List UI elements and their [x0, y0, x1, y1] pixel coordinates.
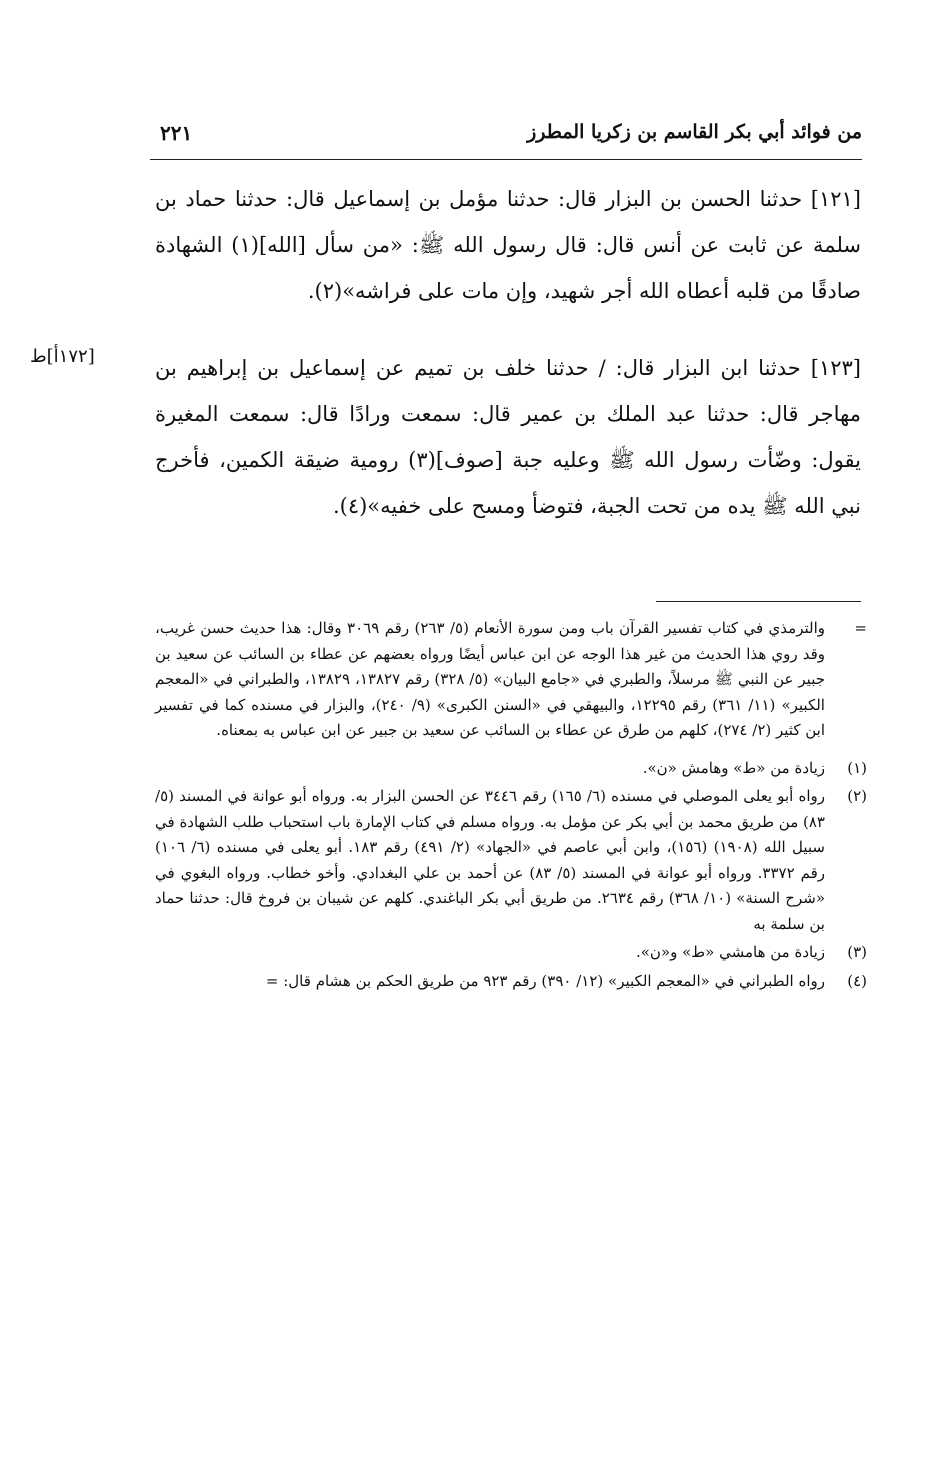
hadith-123: [١٢٣] حدثنا ابن البزار قال: / حدثنا خلف بن تميم عن إسماعيل بن إبراهيم بن مهاجر قال: حدثنا عبد الملك بن عمير قال: سمعت ورادًا قال: سمعت المغيرة يقول: وضّأت رسول الله ﷺ وعليه جبة [صوف](٣) رومية ضيقة الكمين، فأخرج نبي الله ﷺ يده من تحت الجبة، فتوضأ ومسح على خفيه»(٤). — [155, 356, 862, 518]
footnote-number: (٢) — [847, 787, 867, 805]
footnote-text: رواه أبو يعلى الموصلي في مسنده (٦/ ١٦٥) رقم ٣٤٤٦ عن الحسن البزار به. ورواه أبو عوانة في المسند (٥/ ٨٣) من طريق محمد بن أبي بكر عن مؤمل به. ورواه مسلم في كتاب الإمارة باب استحباب طلب الشهادة في سبيل الله (١٩٠٨) (١٥٦)، وابن أبي عاصم في «الجهاد» (٢/ ٤٩١) رقم ١٨٣. أبو يعلى في مسنده (٦/ ١٠٦) رقم ٣٣٧٢. ورواه أبو عوانة في المسند (٥/ ٨٣) عن أحمد بن علي البغدادي. وأخو خطاب. ورواه البغوي في «شرح السنة» (١٠/ ٣٦٨) رقم ٢٦٣٤. من طريق أبي بكر الباغندي. كلهم عن شيبان بن فروخ قال: حدثنا حماد بن سلمة به — [155, 787, 826, 933]
page-number: ٢٢١ — [160, 121, 193, 145]
footnote-1 — [155, 756, 867, 782]
footnote-continuation — [155, 616, 867, 744]
margin-folio-reference: [١٧٢أ]ط — [30, 346, 95, 367]
footnote-text: رواه الطبراني في «المعجم الكبير» (١٢/ ٣٩٠) رقم ٩٢٣ من طريق الحكم بن هشام قال: = — [265, 971, 825, 990]
footnote-4 — [155, 969, 867, 995]
footnote-continued-text: والترمذي في كتاب تفسير القرآن باب ومن سورة الأنعام (٥/ ٢٦٣) رقم ٣٠٦٩ وقال: هذا حديث حسن غريب، وقد روي هذا الحديث من غير هذا الوجه عن ابن عباس أيضًا ورواه بعضهم عن عطاء بن السائب عن سعيد بن جبير عن النبي ﷺ مرسلاً، والطبري في «جامع البيان» (٥/ ٣٢٨) رقم ١٣٨٢٧، ١٣٨٢٩، والطبراني في «المعجم الكبير» (١١/ ٣٦١) رقم ١٢٢٩٥، والبيهقي في «السنن الكبرى» (٩/ ٢٤٠)، والبزار في مسنده كما في تفسير ابن كثير (٢/ ٢٧٤)، كلهم من طرق عن عطاء بن السائب عن سعيد بن جبير عن ابن عباس به بمعناه. — [155, 619, 825, 739]
footnote-text: زيادة من «ط» وهامش «ن». — [642, 758, 825, 777]
footnotes — [155, 616, 867, 994]
running-header — [150, 117, 862, 160]
footnote-text: زيادة من هامشي «ط» و«ن». — [635, 943, 825, 961]
continuation-marker: = — [854, 619, 867, 637]
hadith-121: [١٢١] حدثنا الحسن بن البزار قال: حدثنا مؤمل بن إسماعيل قال: حدثنا حماد بن سلمة عن ثابت عن أنس قال: قال رسول الله ﷺ: «من سأل [الله](١) الشهادة صادقًا من قلبه أعطاه الله أجر شهيد، وإن مات على فراشه»(٢). — [155, 187, 861, 303]
header-title: من فوائد أبي بكر القاسم بن زكريا المطرز — [527, 121, 862, 143]
footnote-3 — [155, 940, 867, 966]
footnote-number: (٣) — [847, 943, 867, 961]
footnote-separator — [656, 601, 861, 602]
footnote-number: (١) — [847, 758, 867, 777]
footnote-2 — [155, 784, 867, 937]
footnote-number: (٤) — [847, 971, 867, 990]
